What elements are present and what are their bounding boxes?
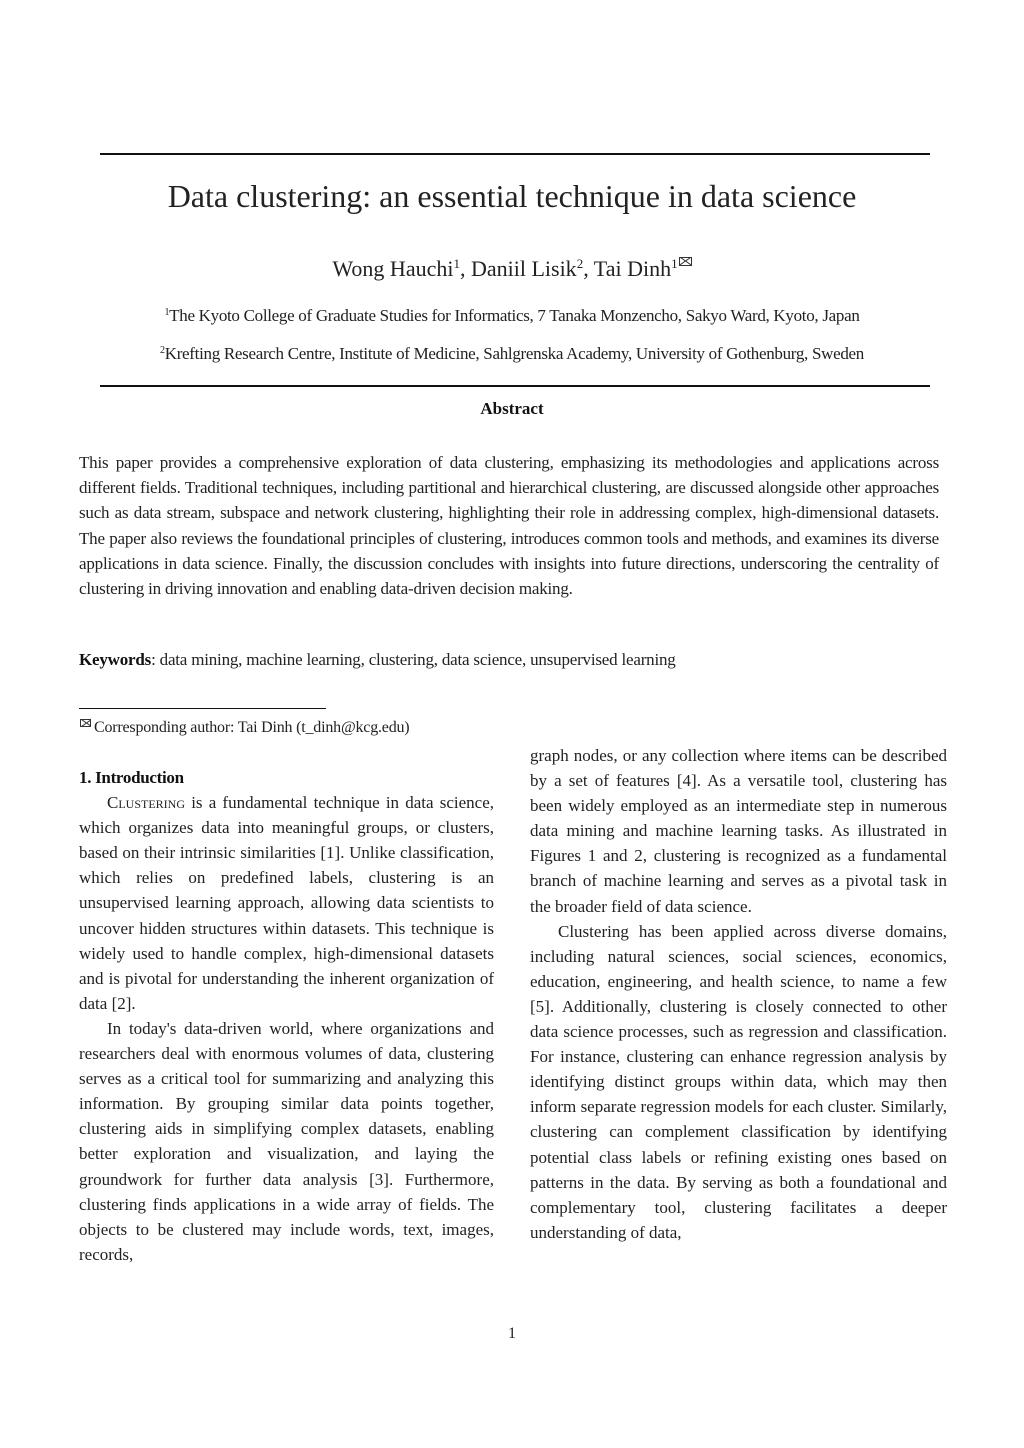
author-list — [0, 256, 1024, 282]
lead-word: Clustering — [107, 793, 186, 813]
right-column — [530, 743, 947, 1245]
page-number: 1 — [508, 1325, 516, 1342]
envelope-icon — [80, 719, 91, 727]
footnote-text: Corresponding author: Tai Dinh (t_dinh@kcg.edu) — [94, 719, 410, 736]
author-separator: , — [583, 256, 594, 281]
affil-text: Krefting Research Centre, Institute of Medicine, Sahlgrenska Academy, University of Gothenburg, Sweden — [164, 344, 864, 363]
keywords-separator: : — [151, 650, 160, 669]
keywords — [79, 650, 939, 670]
author-name: Daniil Lisik — [470, 256, 577, 281]
body-paragraph — [79, 790, 494, 1016]
affil-text: The Kyoto College of Graduate Studies for Informatics, 7 Tanaka Monzencho, Sakyo Ward, Kyoto, Japan — [169, 306, 860, 325]
paragraph-text: is a fundamental technique in data science, which organizes data into meaningful groups, or clusters, based on their intrinsic similarities [1]. Unlike classification, which relies on predefined labels, clustering is an unsupervised learning approach, allowing data scientists to uncover hidden structures within datasets. This technique is widely used to handle complex, high-dimensional datasets and is pivotal for understanding the inherent organization of data [2]. — [79, 793, 494, 1013]
top-rule — [100, 153, 930, 155]
footnote-rule — [79, 708, 326, 709]
author-separator: , — [459, 256, 471, 281]
body-paragraph: In today's data-driven world, where organizations and researchers deal with enormous volumes of data, clustering serves as a critical tool for summarizing and analyzing this information. By grouping similar data points together, clustering aids in simplifying complex datasets, enabling better exploration and visualization, and laying the groundwork for further data analysis [3]. Furthermore, clustering finds applications in a wide array of fields. The objects to be clustered may include words, text, images, records, — [79, 1018, 494, 1264]
keywords-list: data mining, machine learning, clustering, data science, unsupervised learning — [159, 650, 676, 669]
body-paragraph: graph nodes, or any collection where items can be described by a set of features [4]. As a versatile tool, clustering has been widely employed as an intermediate step in numerous data mining and machine learning tasks. As illustrated in Figures 1 and 2, clustering is recognized as a fundamental branch of machine learning and serves as a pivotal task in the broader field of data science. — [530, 746, 947, 916]
section-heading: 1. Introduction — [79, 768, 184, 787]
abstract-text: This paper provides a comprehensive exploration of data clustering, emphasizing its methodologies and applications across different fields. Traditional techniques, including partitional and hierarchical clustering, are discussed alongside other approaches such as data stream, subspace and network clustering, highlighting their role in addressing complex, high-dimensional datasets. The paper also reviews the foundational principles of clustering, introduces common tools and methods, and examines its diverse applications in data science. Finally, the discussion concludes with insights into future directions, underscoring the centrality of clustering in driving innovation and enabling data-driven decision making. — [79, 453, 939, 599]
abstract-heading: Abstract — [480, 399, 544, 418]
author-name: Tai Dinh — [593, 256, 672, 281]
keywords-label: Keywords — [79, 650, 152, 669]
corresponding-author-footnote — [79, 719, 519, 737]
affil-number: 2 — [160, 345, 165, 356]
left-column — [79, 765, 494, 1267]
paper-title: Data clustering: an essential technique in data science — [167, 178, 857, 214]
author-name: Wong Hauchi — [332, 256, 454, 281]
affiliation-1 — [0, 306, 1024, 326]
abstract-rule — [100, 385, 930, 387]
envelope-icon — [679, 257, 692, 266]
affiliation-2 — [0, 344, 1024, 364]
affil-number: 1 — [164, 307, 170, 318]
author-affil-mark: 2 — [576, 256, 584, 271]
author-affil-mark: 1 — [671, 256, 678, 271]
author-affil-mark: 1 — [453, 256, 460, 271]
body-paragraph: Clustering has been applied across diverse domains, including natural sciences, social sciences, economics, education, engineering, and health science, to name a few [5]. Additionally, clustering is closely connected to other data science processes, such as regression and classification. For instance, clustering can enhance regression analysis by identifying distinct groups within data, which may then inform separate regression models for each cluster. Similarly, clustering can complement classification by identifying potential class labels or refining existing ones based on patterns in the data. By serving as both a foundational and complementary tool, clustering facilitates a deeper understanding of data, — [530, 921, 947, 1242]
